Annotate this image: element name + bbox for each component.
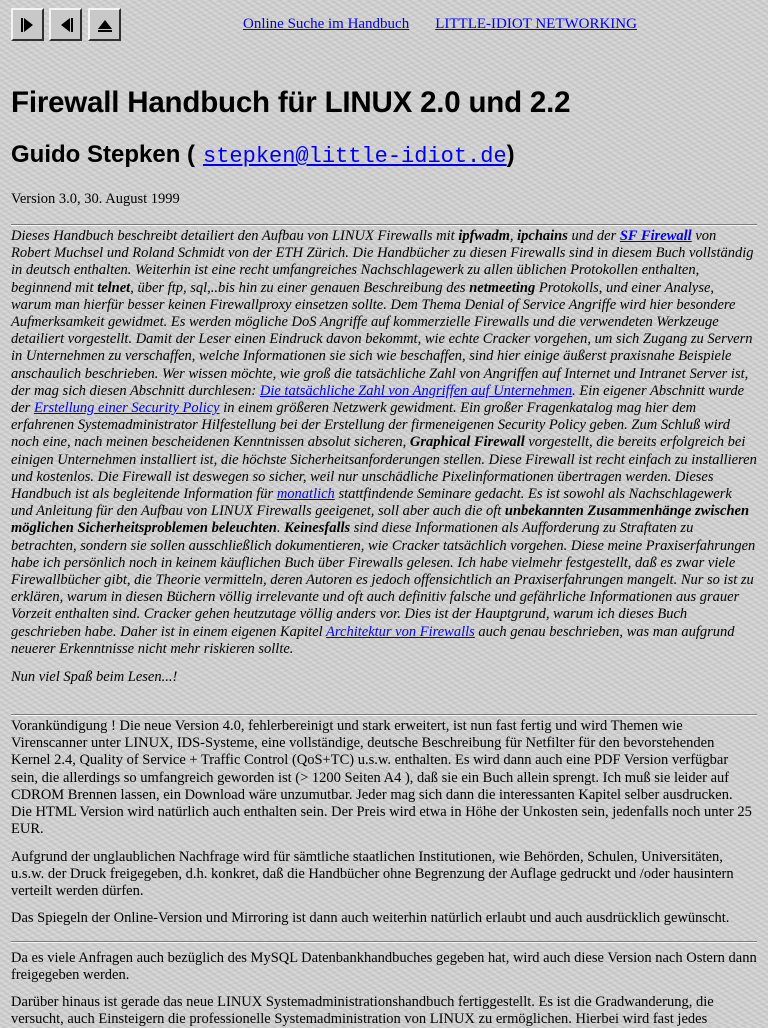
intro-text: , — [509, 228, 518, 244]
sf-firewall-link[interactable]: SF Firewall — [619, 228, 692, 244]
intro-text: stattfindende Seminare gedacht. Es ist sowohl als Nachschlagewerk und Anleitung für den Aufbau von LINUX Firewalls geeigenet, soll aber auch die oft — [11, 486, 732, 520]
unknown-relations-term: unbekannten Zusammenhänge zwischen möglichen Sicherheitsproblemen beleuchten — [11, 503, 750, 537]
next-button[interactable] — [11, 8, 44, 41]
intro-text: sind diese Informationen als Aufforderung zu Straftaten zu betrachten, sondern sie sollen ausschließlich dokumentieren, wie Cracker tatsächlich vorgehen. Diese meine Praxiserfahrungen habe ich persönlich noch in keinem käuflichen Buch über Firewalls gelesen. Ich habe vielmehr festgestellt, daß es zwar viele Firewallbücher gibt, die Theorie vermitteln, deren Autoren es jedoch offensichtlich an Praxiserfahrungen mangelt. Nur so ist zu erklären, warum in diesen Büchern völlig irrelevante und oft auch definitiv falsche und gefährliche Informationen aus grauer Vorzeit enthalten sind. Cracker gehen heutzutage völlig anders vor. Dies ist der Hauptgrund, warum ich dieses Buch geschrieben habe. Daher ist in einem eigenen Kapitel — [11, 520, 756, 640]
announcement-paragraph-3: Das Spiegeln der Online-Version und Mirroring ist dann auch weiterhin natürlich erlaubt und auch ausdrücklich gewünscht. — [11, 910, 730, 926]
intro-text: , über ftp, sql,..bis hin zu einer genauen Beschreibung des — [130, 279, 470, 296]
intro-text: vorgestellt, die bereits erfolgreich bei einigen Unternehmen installiert ist, die höchste Sicherheitsanforderungen stellen. Diese Firewall ist recht einfach zu installieren und kostenlos. Die Firewall ist deswegen so sicher, weil nur unschädliche Pixelinformationen übertragen werden. Dieses Handbuch ist als begleitende Information für — [11, 434, 757, 503]
divider — [11, 941, 757, 943]
author-line — [11, 141, 515, 169]
page-title: Firewall Handbuch für LINUX 2.0 und 2.2 — [11, 86, 571, 119]
announcement-paragraph-2: Aufgrund der unglaublichen Nachfrage wird für sämtliche staatlichen Institutionen, wie Behörden, Schulen, Universitäten, u.s.w. der Druck freigegeben, d.h. konkret, daß die Handbücher ohne Begrenzung der Auflage gedruckt und /oder hausintern verteilt werden dürfen. — [11, 849, 734, 900]
intro-text: Protokolls, und einer Analyse, warum man hierfür besser keinen Firewallproxy einsetzen sollte. Dem Thema Denial of Service Angriffe wird hier besondere Aufmerksamkeit gewidmet. Es werden mögliche DoS Angriffe auf kommerzielle Firewalls und die verwendeten Werkzeuge detailiert vorgestellt. Damit der Leser einen Eindruck davon bekommt, wie echte Cracker vorgehen, um sich Zugang zu Servern in Unternehmen zu verschaffen, welche Informationen sie sich wie beschaffen, sind hier einige äußerst praxisnahe Beispiele anschaulich beschrieben. Wer wissen möchte, wie groß die tatsächliche Zahl von Angriffen auf Internet und Intranet Server ist, der mag sich diesen Abschnitt durchlesen: — [11, 279, 753, 399]
telnet-term: telnet — [97, 279, 131, 296]
intro-text: Dieses Handbuch beschreibt detailiert den Aufbau von LINUX Firewalls mit — [11, 228, 459, 244]
divider — [11, 224, 757, 226]
netmeeting-term: netmeeting — [469, 279, 536, 296]
ipfwadm-term: ipfwadm — [458, 228, 510, 244]
intro-text: auch genau beschrieben, was man aufgrund neuerer Erkenntnisse nicht mehr riskieren sollte. — [11, 623, 735, 657]
previous-button[interactable] — [49, 8, 82, 41]
author-email-link[interactable]: stepken@little-idiot.de — [203, 144, 507, 169]
intro-text: und der — [567, 228, 620, 244]
intro-text: in einem größeren Netzwerk gewidment. Ein großer Fragenkatalog mag hier dem erfahrenen Systemadministrator Hilfestellung bei der Erstellung der firmeneigenen Security Policy geben. Zum Schluß wird noch eine, nach meinen bescheidenen Kenntnissen absolut sicheren, — [11, 400, 730, 451]
author-name: Guido Stepken ( — [11, 141, 196, 168]
up-button[interactable] — [88, 8, 121, 41]
online-search-link[interactable]: Online Suche im Handbuch — [243, 16, 410, 32]
firewall-architecture-link[interactable]: Architektur von Firewalls — [326, 623, 475, 640]
intro-text: von Robert Muchsel und Roland Schmidt von der ETH Zürich. Die Handbücher zu diesen Firewalls sind in diesem Buch vollständig in deutsch enthalten. Weiterhin ist eine recht umfangreiches Nachschlagewerk zu allen üblichen Protokollen enthalten, beginnend mit — [11, 228, 754, 296]
ipchains-term: ipchains — [517, 228, 568, 244]
top-links — [243, 16, 637, 33]
mysql-paragraph: Da es viele Anfragen auch bezüglich des MySQL Datenbankhandbuches gegeben hat, wird auch diese Version nach Ostern dann freigegeben werden. — [11, 950, 757, 984]
little-idiot-networking-link[interactable]: LITTLE-IDIOT NETWORKING — [435, 16, 637, 32]
attacks-number-link[interactable]: Die tatsächliche Zahl von Angriffen auf Unternehmen — [259, 382, 573, 399]
intro-paragraph — [11, 228, 757, 686]
version-info: Version 3.0, 30. August 1999 — [11, 191, 180, 207]
navigation-bar — [11, 8, 761, 42]
monthly-seminars-link[interactable]: monatlich — [276, 486, 335, 503]
sysadmin-paragraph: Darüber hinaus ist gerade das neue LINUX Systemadministrationshandbuch fertiggestellt. Es ist die Gradwanderung, die versucht, auch Einsteigern die professionelle Systemadministration von LINUX zu ermöglichen. Hierbei wird fast jedes — [11, 994, 714, 1028]
intro-text: . Ein eigener Abschnitt wurde der — [11, 382, 745, 417]
divider — [11, 714, 757, 716]
closing-line: Nun viel Spaß beim Lesen...! — [11, 669, 178, 686]
intro-text: . — [276, 520, 285, 537]
announcement-paragraph-1: Vorankündigung ! Die neue Version 4.0, fehlerbereinigt und stark erweitert, ist nun fast fertig und wird Themen wie Virenscanner unter LINUX, IDS-Systeme, eine vollständige, deutsche Beschreibung für Netfilter für den bevorstehenden Kernel 2.4, Quality of Service + Traffic Control (QoS+TC) u.s.w. enthalten. Es wird dann auch eine PDF Version verfügbar sein, die allerdings so umfangreich geworden ist (> 1200 Seiten A4 ), daß sie ein Buch allein sprengt. Ich muß sie leider auf CDROM Brennen lassen, ein Download wäre unzumutbar. Jeder mag sich dann die interessanten Kapitel selber ausdrucken. Die HTML Version wird natürlich auch enthalten sein. Der Preis wird etwa in Höhe der Unkosten sein, jedenfalls noch unter 25 EUR. — [11, 718, 752, 838]
graphical-firewall-term: Graphical Firewall — [409, 434, 525, 451]
security-policy-link[interactable]: Erstellung einer Security Policy — [33, 400, 220, 417]
author-suffix: ) — [506, 141, 515, 168]
keinesfalls-term: Keinesfalls — [284, 520, 351, 537]
